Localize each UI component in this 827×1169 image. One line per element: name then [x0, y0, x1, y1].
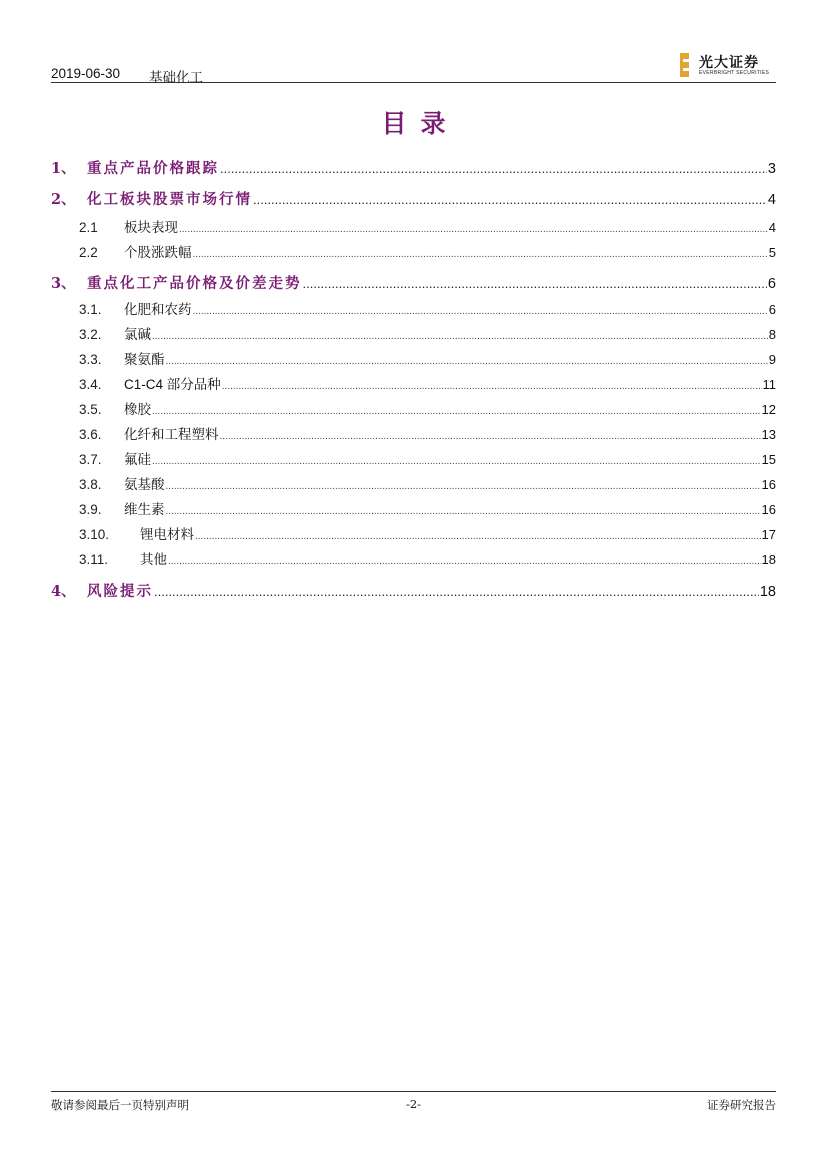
toc-entry[interactable] [51, 348, 776, 368]
toc-entry-number: 3.8. [79, 477, 102, 492]
toc-entry[interactable] [51, 498, 776, 518]
toc-entry-page[interactable]: 3 [767, 161, 776, 177]
footer-report-type: 证券研究报告 [707, 1098, 776, 1112]
toc-dot-leader [195, 531, 761, 542]
logo-name-en: EVERBRIGHT SECURITIES [699, 70, 770, 76]
toc-dot-leader [168, 556, 761, 567]
toc-entry-page[interactable]: 18 [761, 552, 776, 567]
toc-entry[interactable] [51, 398, 776, 418]
toc-entry-title[interactable]: 重点产品价格跟踪 [87, 160, 219, 177]
toc-entry-title[interactable]: 氯碱 [124, 327, 151, 342]
toc-entry[interactable] [51, 323, 776, 343]
toc-dot-leader [152, 331, 768, 342]
page-header [51, 48, 776, 85]
toc-dot-leader [220, 431, 761, 442]
toc-entry-title[interactable]: 化工板块股票市场行情 [87, 191, 252, 208]
toc-entry-page[interactable]: 16 [761, 502, 776, 517]
toc-entry-page[interactable]: 15 [761, 452, 776, 467]
toc-dot-leader [179, 224, 768, 235]
toc-entry[interactable] [51, 448, 776, 468]
toc-entry-number: 1、 [51, 160, 76, 177]
toc-entry-page[interactable]: 5 [768, 245, 776, 260]
toc-entry-page[interactable]: 12 [761, 402, 776, 417]
toc-entry-number: 3.11. [79, 552, 109, 567]
toc-entry-title[interactable]: 板块表现 [124, 220, 178, 235]
toc-entry-page[interactable]: 11 [762, 377, 776, 392]
toc-entry-number: 2.1 [79, 220, 98, 235]
toc-dot-leader [166, 356, 768, 367]
toc-entry-page[interactable]: 4 [767, 192, 776, 208]
toc-entry-number: 3.1. [79, 302, 102, 317]
toc-entry[interactable] [51, 548, 776, 568]
toc-entry-page[interactable]: 16 [761, 477, 776, 492]
toc-dot-leader [222, 381, 762, 392]
toc-entry-title[interactable]: 锂电材料 [140, 527, 194, 542]
logo-name-cn: 光大证券 [699, 55, 759, 71]
toc-entry-number: 3、 [51, 275, 76, 292]
toc-entry-page[interactable]: 6 [768, 302, 776, 317]
toc-dot-leader [154, 584, 759, 599]
toc-entry-page[interactable]: 6 [767, 276, 776, 292]
footer-rule [51, 1091, 776, 1092]
toc-entry[interactable] [51, 373, 776, 393]
toc-entry-number: 3.6. [79, 427, 102, 442]
toc-dot-leader [166, 506, 761, 517]
toc-entry[interactable] [51, 580, 776, 601]
toc-entry[interactable] [51, 523, 776, 543]
toc-entry-title[interactable]: C1-C4 部分品种 [124, 377, 221, 392]
toc-entry-title[interactable]: 聚氨酯 [124, 352, 165, 367]
toc-dot-leader [253, 192, 767, 207]
toc-entry-number: 3.2. [79, 327, 102, 342]
toc-entry-number: 2.2 [79, 245, 98, 260]
toc-entry-title[interactable]: 风险提示 [87, 583, 153, 600]
toc-entry-number: 3.5. [79, 402, 102, 417]
toc-entry-number: 3.10. [79, 527, 110, 542]
toc-dot-leader [166, 481, 761, 492]
toc-entry-number: 4、 [51, 583, 76, 600]
toc-entry-title[interactable]: 橡胶 [124, 402, 151, 417]
toc-entry-number: 3.7. [79, 452, 102, 467]
toc-dot-leader [303, 276, 767, 291]
toc-entry-title[interactable]: 化肥和农药 [124, 302, 192, 317]
toc-entry-title[interactable]: 氨基酸 [124, 477, 165, 492]
logo-mark-icon [680, 53, 696, 77]
toc-entry-number: 3.4. [79, 377, 102, 392]
report-date: 2019-06-30 [51, 66, 121, 81]
toc-entry-page[interactable]: 8 [768, 327, 776, 342]
toc-entry[interactable] [51, 157, 776, 178]
toc-entry-title[interactable]: 其他 [140, 552, 167, 567]
toc-entry-page[interactable]: 17 [761, 527, 776, 542]
footer-disclaimer: 敬请参阅最后一页特别声明 [51, 1098, 189, 1112]
toc-entry[interactable] [51, 423, 776, 443]
toc-title: 目录 [381, 109, 460, 138]
toc-dot-leader [152, 456, 761, 467]
toc-entry[interactable] [51, 216, 776, 236]
toc-entry-title[interactable]: 个股涨跌幅 [124, 245, 192, 260]
toc-entry-page[interactable]: 9 [768, 352, 776, 367]
page-number: -2- [405, 1097, 422, 1111]
header-rule [51, 82, 776, 83]
toc-entry-number: 2、 [51, 191, 76, 208]
toc-entry[interactable] [51, 298, 776, 318]
toc-dot-leader [193, 306, 768, 317]
everbright-logo [680, 50, 776, 80]
report-sector: 基础化工 [149, 70, 203, 85]
toc-entry-title[interactable]: 氟硅 [124, 452, 151, 467]
toc-dot-leader [220, 161, 767, 176]
toc-entry-title[interactable]: 维生素 [124, 502, 165, 517]
toc-entry-page[interactable]: 13 [761, 427, 776, 442]
toc-dot-leader [193, 249, 768, 260]
toc-entry-title[interactable]: 重点化工产品价格及价差走势 [87, 275, 302, 292]
toc-entry-page[interactable]: 4 [768, 220, 776, 235]
toc-entry-number: 3.9. [79, 502, 102, 517]
toc-entry[interactable] [51, 188, 776, 209]
toc-entry-title[interactable]: 化纤和工程塑料 [124, 427, 219, 442]
toc-dot-leader [152, 406, 761, 417]
toc-entry[interactable] [51, 272, 776, 293]
toc-entry[interactable] [51, 473, 776, 493]
toc-entry[interactable] [51, 241, 776, 261]
toc-entry-number: 3.3. [79, 352, 102, 367]
toc-entry-page[interactable]: 18 [759, 584, 776, 600]
